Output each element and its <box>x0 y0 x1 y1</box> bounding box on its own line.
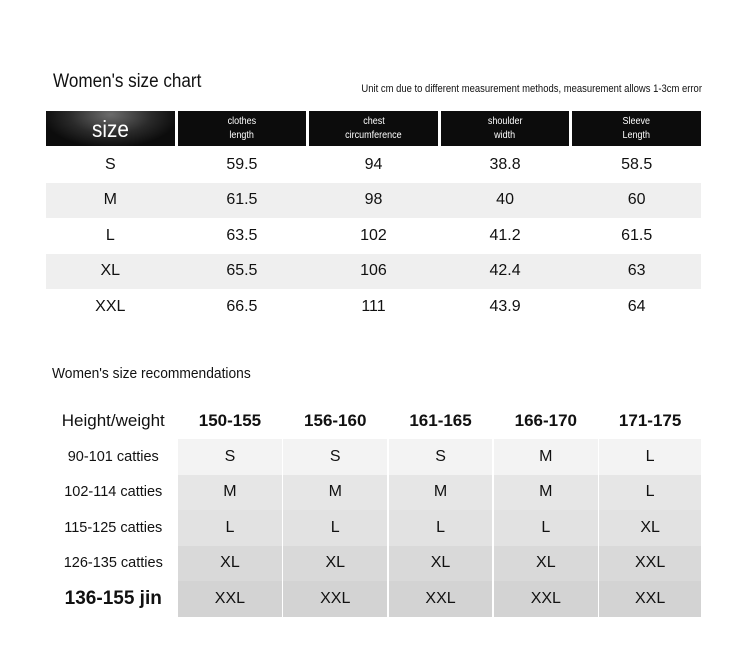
size-chart-title: Women's size chart <box>53 71 202 92</box>
table-cell: 98 <box>364 191 383 209</box>
recommendations-header-row <box>50 403 701 439</box>
recommendations-title: Women's size recommendations <box>52 365 251 382</box>
table-cell: L <box>105 226 115 244</box>
recommended-size: XXL <box>599 546 701 582</box>
header-text-line: shoulder <box>487 115 523 127</box>
recommended-size: L <box>494 510 598 546</box>
weight-label: 136-155 jin <box>50 581 177 617</box>
recommended-size: XL <box>283 546 387 582</box>
header-text-line: circumference <box>345 129 402 141</box>
table-cell: 61.5 <box>621 226 653 244</box>
header-text-line: clothes <box>227 115 257 127</box>
table-row <box>46 218 701 254</box>
recommended-size: L <box>283 510 387 546</box>
table-cell: 40 <box>496 191 514 209</box>
table-row <box>46 254 701 290</box>
header-sleeve-length <box>572 111 701 146</box>
table-cell: 66.5 <box>226 297 258 315</box>
recommended-size: XL <box>599 510 701 546</box>
header-text-line: length <box>229 129 255 141</box>
recommended-size: M <box>283 475 387 511</box>
header-height-range: 161-165 <box>389 403 493 439</box>
table-row <box>46 289 701 325</box>
recommended-size: XL <box>494 546 598 582</box>
header-chest-circumference <box>309 111 438 146</box>
weight-label: 126-135 catties <box>50 546 177 582</box>
table-cell: 58.5 <box>621 155 653 173</box>
table-row <box>50 510 701 546</box>
table-cell: XXL <box>95 297 126 315</box>
recommended-size: XXL <box>599 581 701 617</box>
table-cell: 106 <box>360 262 387 280</box>
table-row <box>50 546 701 582</box>
measurement-note: Unit cm due to different measurement methods, measurement allows 1-3cm error <box>361 83 702 95</box>
table-cell: 64 <box>627 297 646 315</box>
recommended-size: M <box>494 439 598 475</box>
table-cell: 111 <box>361 297 386 315</box>
table-cell: 42.4 <box>489 262 521 280</box>
table-cell: M <box>103 191 117 209</box>
table-row <box>46 183 701 219</box>
header-size <box>46 111 175 146</box>
table-row <box>50 475 701 511</box>
header-clothes-length <box>178 111 307 146</box>
recommended-size: S <box>178 439 282 475</box>
recommended-size: M <box>178 475 282 511</box>
table-cell: 41.2 <box>489 226 521 244</box>
weight-label: 102-114 catties <box>50 475 177 511</box>
table-cell: 61.5 <box>226 191 258 209</box>
recommended-size: S <box>389 439 493 475</box>
table-cell: S <box>104 155 116 173</box>
recommended-size: XXL <box>283 581 387 617</box>
size-chart-header-row <box>46 111 701 146</box>
recommended-size: M <box>494 475 598 511</box>
table-cell: 65.5 <box>226 262 258 280</box>
table-cell: 102 <box>360 226 387 244</box>
recommended-size: XXL <box>389 581 493 617</box>
recommended-size: S <box>283 439 387 475</box>
header-text-line: width <box>494 129 516 141</box>
table-cell: 63.5 <box>226 226 258 244</box>
table-row <box>50 439 701 475</box>
recommended-size: M <box>389 475 493 511</box>
recommended-size: L <box>599 475 701 511</box>
header-text-line: Length <box>622 129 651 141</box>
header-height-weight: Height/weight <box>50 403 177 439</box>
header-height-range: 156-160 <box>283 403 387 439</box>
table-cell: XL <box>100 262 121 280</box>
recommended-size: L <box>599 439 701 475</box>
header-shoulder-width <box>441 111 570 146</box>
table-cell: 43.9 <box>489 297 521 315</box>
recommended-size: XL <box>389 546 493 582</box>
size-recommendations-table <box>50 403 701 617</box>
table-cell: 59.5 <box>226 155 258 173</box>
table-row <box>50 581 701 617</box>
header-text-line: chest <box>362 115 385 127</box>
recommended-size: XL <box>178 546 282 582</box>
header-size-text: size <box>91 115 129 142</box>
table-cell: 38.8 <box>489 155 521 173</box>
recommended-size: L <box>178 510 282 546</box>
weight-label: 115-125 catties <box>50 510 177 546</box>
size-chart-table <box>46 111 701 325</box>
table-cell: 60 <box>627 191 646 209</box>
weight-label: 90-101 catties <box>50 439 177 475</box>
header-height-range: 150-155 <box>178 403 282 439</box>
recommended-size: XXL <box>494 581 598 617</box>
recommended-size: XXL <box>178 581 282 617</box>
table-cell: 94 <box>364 155 383 173</box>
table-cell: 63 <box>627 262 646 280</box>
header-height-range: 166-170 <box>494 403 598 439</box>
table-row <box>46 147 701 183</box>
recommended-size: L <box>389 510 493 546</box>
header-height-range: 171-175 <box>599 403 701 439</box>
header-text-line: Sleeve <box>622 115 651 127</box>
